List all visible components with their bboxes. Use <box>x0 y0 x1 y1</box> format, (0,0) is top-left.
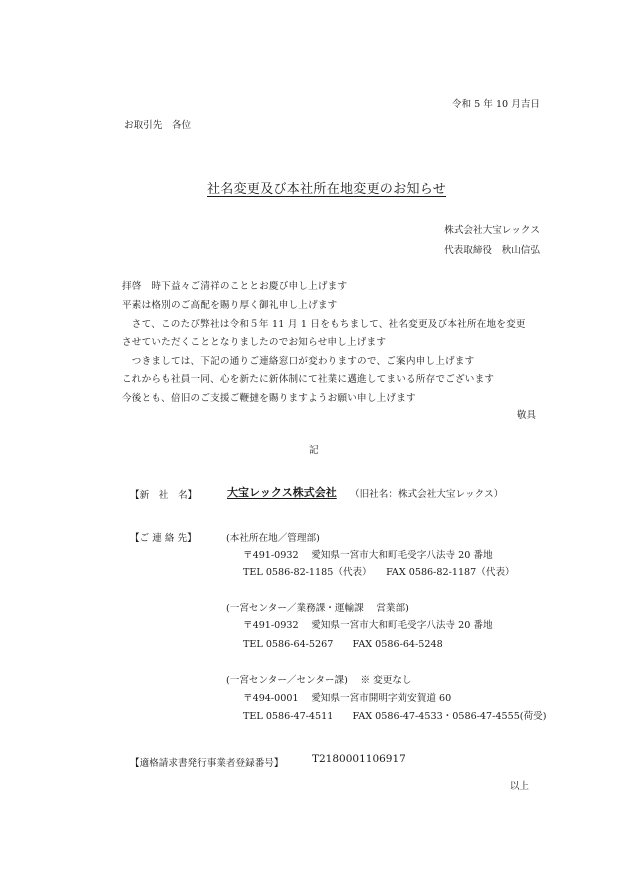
new-name-label: 【新 社 名】 <box>130 490 198 501</box>
registration-label: 【適格請求書発行事業者登録番号】 <box>130 758 284 769</box>
end-marker: 以上 <box>509 781 529 792</box>
contact-heading: (一宮センター／センター課) ※ 変更なし <box>226 675 412 686</box>
issue-date: 令和 5 年 10 月吉日 <box>451 99 540 110</box>
contact-phone: TEL 0586-64-5267 FAX 0586-64-5248 <box>243 639 443 650</box>
contact-heading: (本社所在地／管理部) <box>226 533 320 544</box>
contacts-label: 【ご 連 絡 先】 <box>130 533 197 544</box>
contact-address: 〒491-0932 愛知県一宮市大和町毛受字八法寺 20 番地 <box>243 620 493 631</box>
body-line: つきましては、下記の通りご連絡窓口が変わりますので、ご案内申し上げます <box>122 356 475 367</box>
contact-heading: (一宮センター／業務課・運輸課 営業部) <box>226 603 409 614</box>
body-line: 今後とも、倍旧のご支援ご鞭撻を賜りますようお願い申し上げます <box>122 393 416 404</box>
body-line: させていただくこととなりましたのでお知らせ申し上げます <box>122 337 387 348</box>
closing-keigu: 敬具 <box>516 410 536 421</box>
contact-phone: TEL 0586-47-4511 FAX 0586-47-4533・0586-47-4555(荷受) <box>243 711 547 722</box>
sender-representative: 代表取締役 秋山信弘 <box>444 245 540 256</box>
body-line: さて、このたび弊社は令和５年 11 月 1 日をもちまして、社名変更及び本社所在地を変更 <box>122 319 526 330</box>
new-company-name: 大宝レックス株式会社 <box>227 486 337 499</box>
ki-marker: 記 <box>309 445 319 456</box>
contact-address: 〒494-0001 愛知県一宮市開明字苅安賀道 60 <box>243 693 452 704</box>
old-company-name: （旧社名：株式会社大宝レックス） <box>350 489 504 500</box>
body-line: これからも社員一同、心を新たに新体制にて社業に邁進してまいる所存でございます <box>122 374 495 385</box>
recipient: お取引先 各位 <box>124 120 192 131</box>
body-line: 拝啓 時下益々ご清祥のこととお慶び申し上げます <box>122 281 348 292</box>
body-line: 平素は格別のご高配を賜り厚く御礼申し上げます <box>122 300 338 311</box>
contact-phone: TEL 0586-82-1185（代表） FAX 0586-82-1187（代表） <box>243 567 515 578</box>
registration-number: T2180001106917 <box>312 753 406 765</box>
sender-company: 株式会社大宝レックス <box>444 225 540 236</box>
contact-address: 〒491-0932 愛知県一宮市大和町毛受字八法寺 20 番地 <box>243 550 493 561</box>
document-title: 社名変更及び本社所在地変更のお知らせ <box>207 182 447 197</box>
